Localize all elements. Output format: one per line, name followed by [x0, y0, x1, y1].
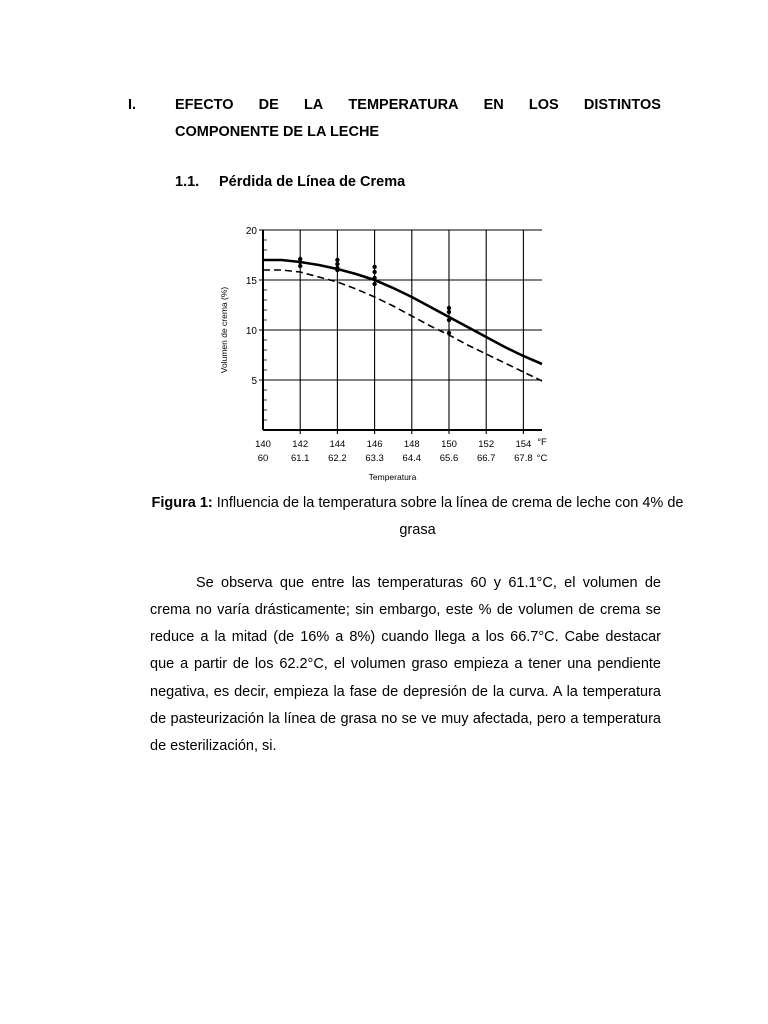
title-word: LA [303, 97, 324, 113]
title-word: EN [483, 97, 504, 113]
dashed-series-line [263, 270, 542, 381]
y-tick-label: 5 [251, 376, 257, 387]
x-tick-label-c: 60 [257, 453, 269, 464]
data-point [447, 310, 451, 314]
x-tick-label-c: 65.6 [439, 453, 459, 464]
unit-c-label: °C [536, 453, 548, 464]
title-word: TEMPERATURA [348, 97, 459, 113]
section-number: I. [128, 97, 137, 113]
x-tick-label-f: 142 [292, 439, 309, 450]
title-word: DISTINTOS [583, 97, 661, 113]
body-paragraph: Se observa que entre las temperaturas 60 y 61.1°C, el volumen de crema no varía drásticamente; sin embargo, este % de volumen de crema se reduce a la mitad (de 16% a 8%) cuando llega a los 66.7°C. Cabe destacar que a partir de los 62.2°C, el volumen graso empieza a tener una pendiente negativa, es decir, empieza la fase de depresión de la curva. A la temperatura de pasteurización la línea de grasa no se ve muy afectada, pero a temperatura de esterilización, si. [150, 574, 661, 755]
x-tick-label-c: 61.1 [290, 453, 310, 464]
data-point [372, 282, 376, 286]
x-tick-label-c: 64.4 [402, 453, 422, 464]
data-point [372, 276, 376, 280]
figure-label: Figura 1: [151, 495, 213, 511]
data-point [372, 270, 376, 274]
solid-series-line [263, 260, 542, 364]
subsection-number: 1.1. [175, 174, 200, 190]
data-point [335, 262, 339, 266]
figure-caption-text: Influencia de la temperatura sobre la línea de crema de leche con 4% de grasa [212, 495, 684, 538]
x-tick-label-f: 150 [441, 439, 457, 450]
data-point [335, 266, 339, 270]
data-point [298, 257, 302, 261]
title-word: LOS [528, 97, 559, 113]
cream-volume-chart [215, 220, 550, 488]
title-word: EFECTO [175, 97, 234, 113]
data-point [372, 265, 376, 269]
x-tick-label-f: 148 [403, 439, 420, 450]
data-point [447, 331, 451, 335]
x-tick-label-f: 140 [255, 439, 271, 450]
data-point [447, 306, 451, 310]
unit-f-label: °F [537, 437, 547, 448]
x-axis-label: Temperatura [368, 472, 417, 482]
y-tick-label: 10 [245, 326, 257, 337]
data-point [447, 318, 451, 322]
data-point [298, 264, 302, 268]
x-tick-label-c: 67.8 [514, 453, 533, 464]
x-tick-label-c: 63.3 [365, 453, 384, 464]
x-tick-label-c: 62.2 [328, 453, 347, 464]
x-tick-label-f: 154 [515, 439, 532, 450]
y-tick-label: 15 [245, 276, 257, 287]
data-point [335, 258, 339, 262]
y-axis-label: Volumen de crema (%) [219, 286, 229, 374]
title-word: DE [258, 97, 279, 113]
subsection-title: Pérdida de Línea de Crema [219, 174, 406, 190]
x-tick-label-f: 146 [366, 439, 383, 450]
section-title-line2: COMPONENTE DE LA LECHE [175, 124, 380, 140]
x-tick-label-f: 152 [478, 439, 495, 450]
x-tick-label-f: 144 [329, 439, 346, 450]
section-title-line1 [175, 92, 661, 119]
x-tick-label-c: 66.7 [476, 453, 496, 464]
y-tick-label: 20 [245, 226, 257, 237]
subsection-heading [175, 172, 405, 192]
figure-caption [150, 490, 685, 544]
